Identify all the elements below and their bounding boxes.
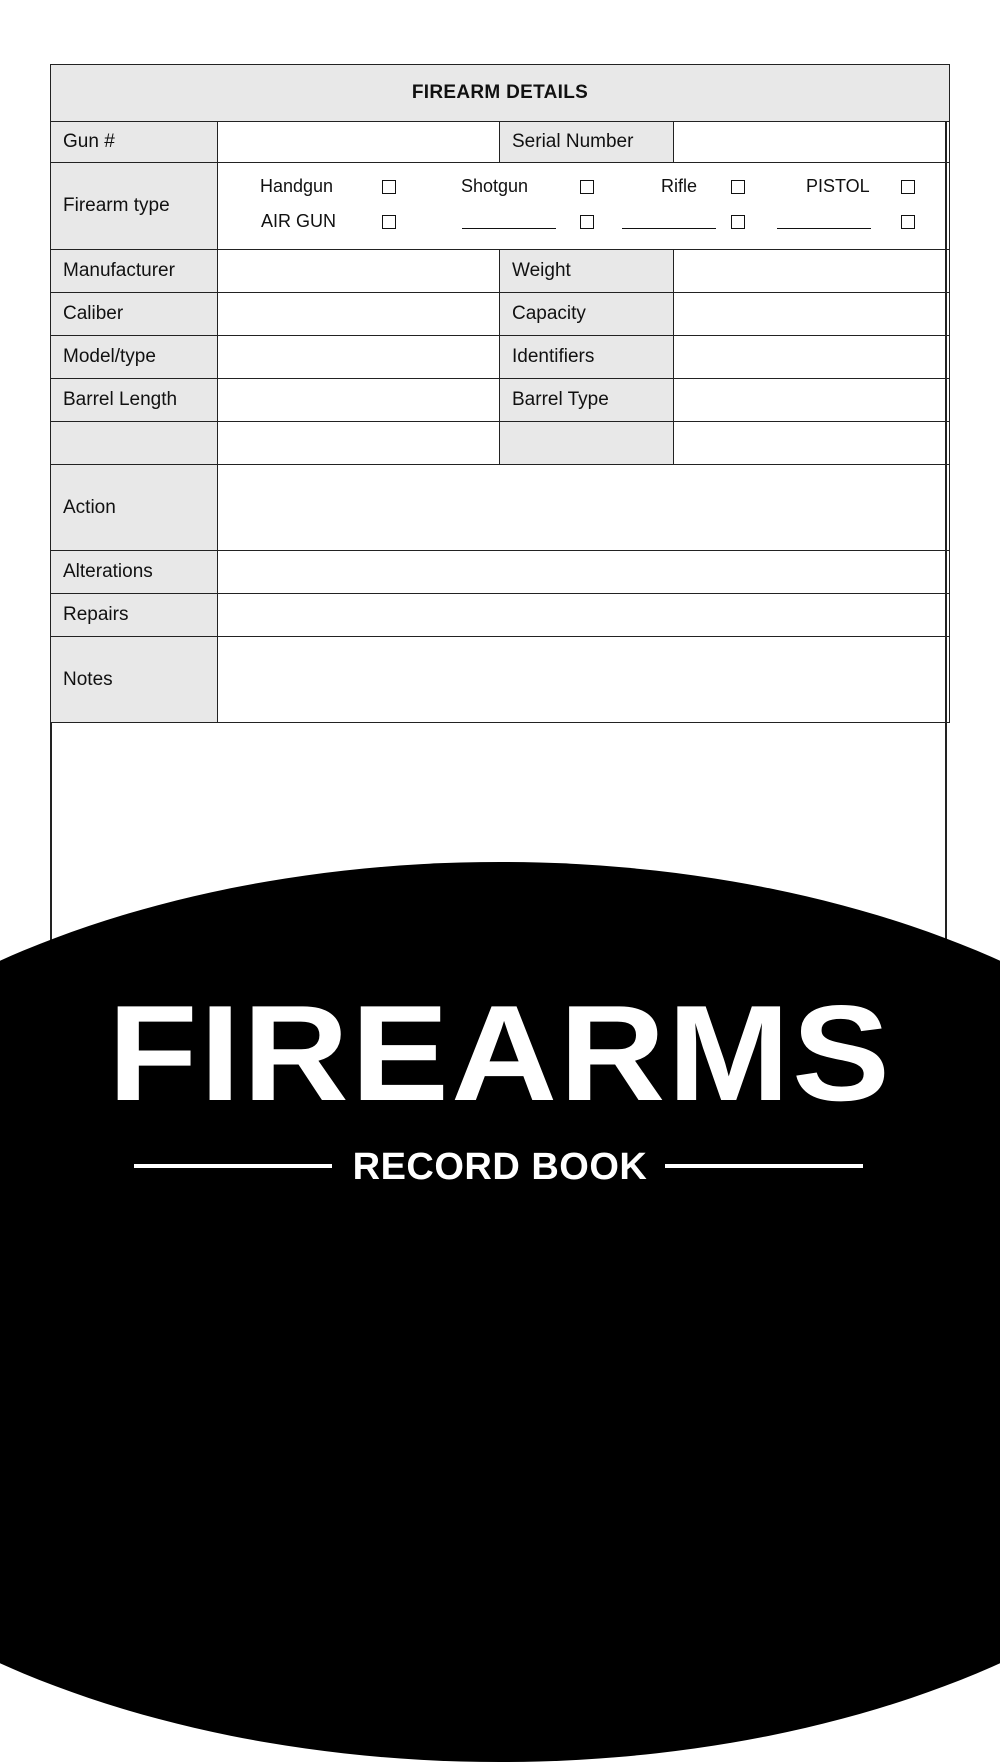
cover-title: FIREARMS — [107, 977, 893, 1129]
gun-number-field[interactable] — [218, 122, 500, 163]
repairs-field[interactable] — [218, 594, 950, 637]
identifiers-field[interactable] — [674, 336, 950, 379]
option-air-gun-label: AIR GUN — [261, 211, 337, 231]
capacity-field[interactable] — [674, 293, 950, 336]
option-handgun-label: Handgun — [260, 176, 334, 196]
custom-type-3-checkbox[interactable] — [901, 215, 915, 229]
cover-subtitle: RECORD BOOK — [352, 1146, 648, 1188]
caliber-field[interactable] — [218, 293, 500, 336]
subtitle-right-rule — [665, 1164, 863, 1168]
blank-field-left[interactable] — [218, 422, 500, 465]
alterations-field[interactable] — [218, 551, 950, 594]
identifiers-label: Identifiers — [500, 336, 674, 379]
pistol-checkbox[interactable] — [901, 180, 915, 194]
air-gun-checkbox[interactable] — [382, 215, 396, 229]
form-title: FIREARM DETAILS — [51, 65, 950, 122]
action-label: Action — [51, 465, 218, 551]
option-shotgun-label: Shotgun — [461, 176, 529, 196]
custom-type-3-blank[interactable] — [777, 228, 871, 229]
firearm-type-label: Firearm type — [51, 163, 218, 250]
notes-field[interactable] — [218, 637, 950, 723]
firearm-details-form — [50, 64, 950, 723]
serial-number-field[interactable] — [674, 122, 950, 163]
serial-number-label: Serial Number — [500, 122, 674, 163]
gun-number-label: Gun # — [51, 122, 218, 163]
barrel-length-field[interactable] — [218, 379, 500, 422]
action-field[interactable] — [218, 465, 950, 551]
weight-label: Weight — [500, 250, 674, 293]
caliber-label: Caliber — [51, 293, 218, 336]
notes-label: Notes — [51, 637, 218, 723]
blank-label-right — [500, 422, 674, 465]
repairs-label: Repairs — [51, 594, 218, 637]
custom-type-1-blank[interactable] — [462, 228, 556, 229]
weight-field[interactable] — [674, 250, 950, 293]
blank-field-right[interactable] — [674, 422, 950, 465]
custom-type-2-checkbox[interactable] — [731, 215, 745, 229]
manufacturer-label: Manufacturer — [51, 250, 218, 293]
model-type-field[interactable] — [218, 336, 500, 379]
barrel-length-label: Barrel Length — [51, 379, 218, 422]
capacity-label: Capacity — [500, 293, 674, 336]
custom-type-2-blank[interactable] — [622, 228, 716, 229]
shotgun-checkbox[interactable] — [580, 180, 594, 194]
handgun-checkbox[interactable] — [382, 180, 396, 194]
option-pistol-label: PISTOL — [806, 176, 870, 196]
barrel-type-field[interactable] — [674, 379, 950, 422]
alterations-label: Alterations — [51, 551, 218, 594]
manufacturer-field[interactable] — [218, 250, 500, 293]
rifle-checkbox[interactable] — [731, 180, 745, 194]
blank-label-left — [51, 422, 218, 465]
option-rifle-label: Rifle — [661, 176, 698, 196]
firearm-type-options — [218, 163, 950, 250]
barrel-type-label: Barrel Type — [500, 379, 674, 422]
model-type-label: Model/type — [51, 336, 218, 379]
custom-type-1-checkbox[interactable] — [580, 215, 594, 229]
